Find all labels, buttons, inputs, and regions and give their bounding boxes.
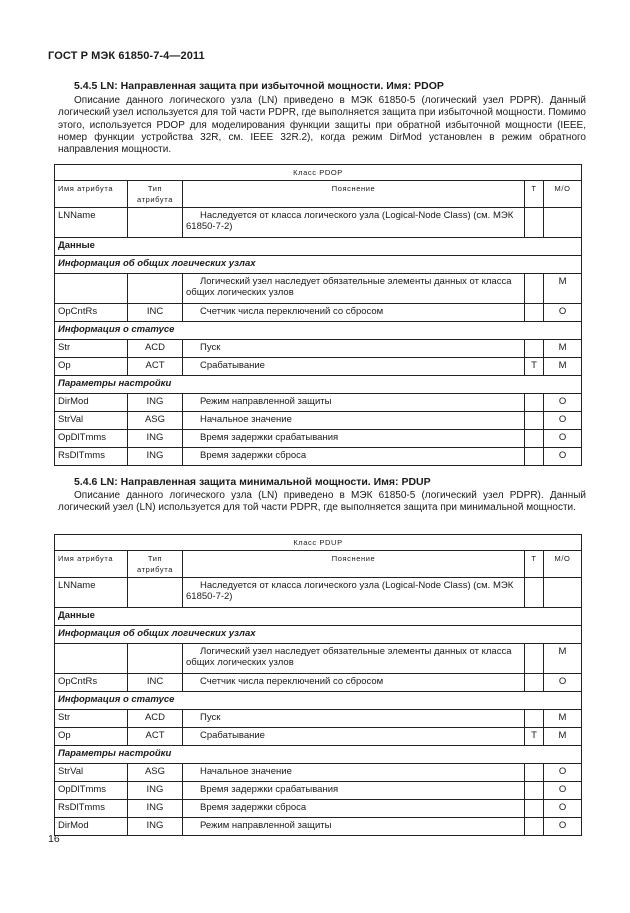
column-header-mo: M/O <box>544 181 582 208</box>
attribute-mo <box>544 208 582 238</box>
attribute-t <box>525 430 544 448</box>
attribute-type <box>128 644 183 674</box>
section-label: Информация об общих логических узлах <box>55 256 582 274</box>
attribute-mo: M <box>544 340 582 358</box>
column-header-type: Тип атрибута <box>128 551 183 578</box>
section-row <box>55 256 582 274</box>
attribute-description <box>183 412 525 430</box>
attribute-type: ASG <box>128 764 183 782</box>
table-row <box>55 728 582 746</box>
description-text: Пуск <box>200 342 221 353</box>
page-number: 16 <box>48 833 60 845</box>
attribute-name: LNName <box>55 578 128 608</box>
table-row <box>55 448 582 466</box>
paragraph-text: Описание данного логического узла (LN) приведено в МЭК 61850-5 (логический узел PDPR). Данный логический узел используется для той части PDPR, где выполняется защита при избыточной мощности. Помимо этого, используется PDOP для моделирования функции защиты при обратной избыточной мощности (IEEE, номер функции устройства 32R, см. IEEE 32R.2), когда режим DirMod установлен в режим обратного направления мощности. <box>58 95 586 156</box>
attribute-name: StrVal <box>55 412 128 430</box>
attribute-name: OpCntRs <box>55 304 128 322</box>
attribute-name: Op <box>55 358 128 376</box>
section-label: Информация о статусе <box>55 692 582 710</box>
attribute-description <box>183 394 525 412</box>
description-text: Режим направленной защиты <box>200 396 332 407</box>
description-text: Логический узел наследует обязательные элементы данных от класса общих логических узлов <box>186 276 512 298</box>
attribute-mo: O <box>544 674 582 692</box>
attribute-type <box>128 208 183 238</box>
table-row <box>55 782 582 800</box>
attribute-type: ING <box>128 394 183 412</box>
attribute-mo: M <box>544 644 582 674</box>
section-row <box>55 322 582 340</box>
attribute-description <box>183 274 525 304</box>
description-text: Время задержки срабатывания <box>200 432 339 443</box>
section-paragraph-pdop <box>58 95 586 156</box>
attribute-t <box>525 394 544 412</box>
attribute-description <box>183 304 525 322</box>
attribute-name: Str <box>55 340 128 358</box>
table-row <box>55 340 582 358</box>
attribute-type: ACT <box>128 358 183 376</box>
attribute-description <box>183 644 525 674</box>
table-row <box>55 578 582 608</box>
attribute-name: RsDlTmms <box>55 800 128 818</box>
section-label: Параметры настройки <box>55 376 582 394</box>
attribute-mo: M <box>544 358 582 376</box>
attribute-mo: O <box>544 430 582 448</box>
section-row <box>55 608 582 626</box>
attribute-type <box>128 578 183 608</box>
description-text: Начальное значение <box>200 766 292 777</box>
attribute-type: ING <box>128 430 183 448</box>
attribute-type: INC <box>128 304 183 322</box>
attribute-t <box>525 578 544 608</box>
section-row <box>55 376 582 394</box>
attribute-t <box>525 208 544 238</box>
section-label: Информация о статусе <box>55 322 582 340</box>
description-text: Пуск <box>200 712 221 723</box>
attribute-description <box>183 340 525 358</box>
description-text: Время задержки сброса <box>200 450 307 461</box>
attribute-t <box>525 412 544 430</box>
attribute-mo: M <box>544 274 582 304</box>
attribute-type: ASG <box>128 412 183 430</box>
attribute-mo: M <box>544 710 582 728</box>
table-row <box>55 764 582 782</box>
attribute-description <box>183 728 525 746</box>
table-row <box>55 358 582 376</box>
attribute-mo: O <box>544 818 582 836</box>
attribute-name: OpDlTmms <box>55 782 128 800</box>
column-header-name: Имя атрибута <box>55 551 128 578</box>
section-row <box>55 746 582 764</box>
column-header-desc: Пояснение <box>183 181 525 208</box>
attribute-mo: M <box>544 728 582 746</box>
description-text: Срабатывание <box>200 730 265 741</box>
table-row <box>55 304 582 322</box>
attribute-name: OpCntRs <box>55 674 128 692</box>
column-header-t: T <box>525 551 544 578</box>
attribute-table-pdup <box>54 534 582 836</box>
attribute-t <box>525 340 544 358</box>
section-paragraph-pdup <box>58 490 586 515</box>
attribute-description <box>183 430 525 448</box>
table-row <box>55 394 582 412</box>
attribute-type: ING <box>128 782 183 800</box>
attribute-t <box>525 304 544 322</box>
description-text: Время задержки сброса <box>200 802 307 813</box>
section-label: Данные <box>55 238 582 256</box>
header-row <box>55 181 582 208</box>
attribute-name: Str <box>55 710 128 728</box>
attribute-mo: O <box>544 304 582 322</box>
attribute-type: ACD <box>128 340 183 358</box>
attribute-t <box>525 782 544 800</box>
class-title-row <box>55 165 582 181</box>
table-row <box>55 430 582 448</box>
table-row <box>55 674 582 692</box>
attribute-mo: O <box>544 782 582 800</box>
attribute-t <box>525 710 544 728</box>
section-row <box>55 238 582 256</box>
attribute-type: ING <box>128 448 183 466</box>
table-row <box>55 800 582 818</box>
description-text: Наследуется от класса логического узла (Logical-Node Class) (см. МЭК 61850-7-2) <box>186 210 514 232</box>
section-row <box>55 626 582 644</box>
column-header-desc: Пояснение <box>183 551 525 578</box>
section-heading-pdup: 5.4.6 LN: Направленная защита минимальной мощности. Имя: PDUP <box>74 476 431 488</box>
attribute-mo: O <box>544 448 582 466</box>
attribute-description <box>183 764 525 782</box>
attribute-t <box>525 448 544 466</box>
attribute-mo: O <box>544 394 582 412</box>
class-title-row <box>55 535 582 551</box>
table-row <box>55 710 582 728</box>
attribute-description <box>183 674 525 692</box>
attribute-name: OpDlTmms <box>55 430 128 448</box>
attribute-name: DirMod <box>55 818 128 836</box>
section-row <box>55 692 582 710</box>
description-text: Срабатывание <box>200 360 265 371</box>
attribute-t: T <box>525 358 544 376</box>
attribute-name: StrVal <box>55 764 128 782</box>
description-text: Режим направленной защиты <box>200 820 332 831</box>
description-text: Время задержки срабатывания <box>200 784 339 795</box>
description-text: Счетчик числа переключений со сбросом <box>200 306 384 317</box>
class-title: Класс PDUP <box>55 535 582 551</box>
column-header-type: Тип атрибута <box>128 181 183 208</box>
attribute-t <box>525 818 544 836</box>
column-header-mo: M/O <box>544 551 582 578</box>
attribute-t <box>525 764 544 782</box>
description-text: Счетчик числа переключений со сбросом <box>200 676 384 687</box>
table-row <box>55 412 582 430</box>
attribute-mo <box>544 578 582 608</box>
attribute-mo: O <box>544 412 582 430</box>
class-title: Класс PDOP <box>55 165 582 181</box>
attribute-t <box>525 674 544 692</box>
attribute-type: ING <box>128 800 183 818</box>
attribute-description <box>183 578 525 608</box>
attribute-t <box>525 644 544 674</box>
description-text: Наследуется от класса логического узла (Logical-Node Class) (см. МЭК 61850-7-2) <box>186 580 514 602</box>
description-text: Логический узел наследует обязательные элементы данных от класса общих логических узлов <box>186 646 512 668</box>
attribute-t: T <box>525 728 544 746</box>
attribute-name <box>55 644 128 674</box>
section-heading-pdop: 5.4.5 LN: Направленная защита при избыточной мощности. Имя: PDOP <box>74 80 444 92</box>
table-row <box>55 208 582 238</box>
attribute-mo: O <box>544 764 582 782</box>
section-label: Информация об общих логических узлах <box>55 626 582 644</box>
attribute-t <box>525 274 544 304</box>
column-header-t: T <box>525 181 544 208</box>
attribute-description <box>183 208 525 238</box>
attribute-type: ACT <box>128 728 183 746</box>
attribute-type: ING <box>128 818 183 836</box>
table-row <box>55 818 582 836</box>
attribute-name: LNName <box>55 208 128 238</box>
attribute-type: ACD <box>128 710 183 728</box>
document-header: ГОСТ Р МЭК 61850-7-4—2011 <box>48 50 205 62</box>
attribute-description <box>183 782 525 800</box>
attribute-name: Op <box>55 728 128 746</box>
section-label: Данные <box>55 608 582 626</box>
description-text: Начальное значение <box>200 414 292 425</box>
attribute-t <box>525 800 544 818</box>
attribute-type: INC <box>128 674 183 692</box>
table-row <box>55 274 582 304</box>
attribute-name: RsDlTmms <box>55 448 128 466</box>
attribute-name <box>55 274 128 304</box>
attribute-description <box>183 800 525 818</box>
table-row <box>55 644 582 674</box>
header-row <box>55 551 582 578</box>
attribute-type <box>128 274 183 304</box>
attribute-description <box>183 448 525 466</box>
attribute-description <box>183 710 525 728</box>
attribute-description <box>183 358 525 376</box>
attribute-name: DirMod <box>55 394 128 412</box>
attribute-mo: O <box>544 800 582 818</box>
attribute-description <box>183 818 525 836</box>
section-label: Параметры настройки <box>55 746 582 764</box>
attribute-table-pdop <box>54 164 582 466</box>
paragraph-text: Описание данного логического узла (LN) приведено в МЭК 61850-5 (логический узел PDPR). Данный логический узел (LN) используется для той части PDPR, где выполняется защита при минимальной мощности. <box>58 490 586 514</box>
column-header-name: Имя атрибута <box>55 181 128 208</box>
